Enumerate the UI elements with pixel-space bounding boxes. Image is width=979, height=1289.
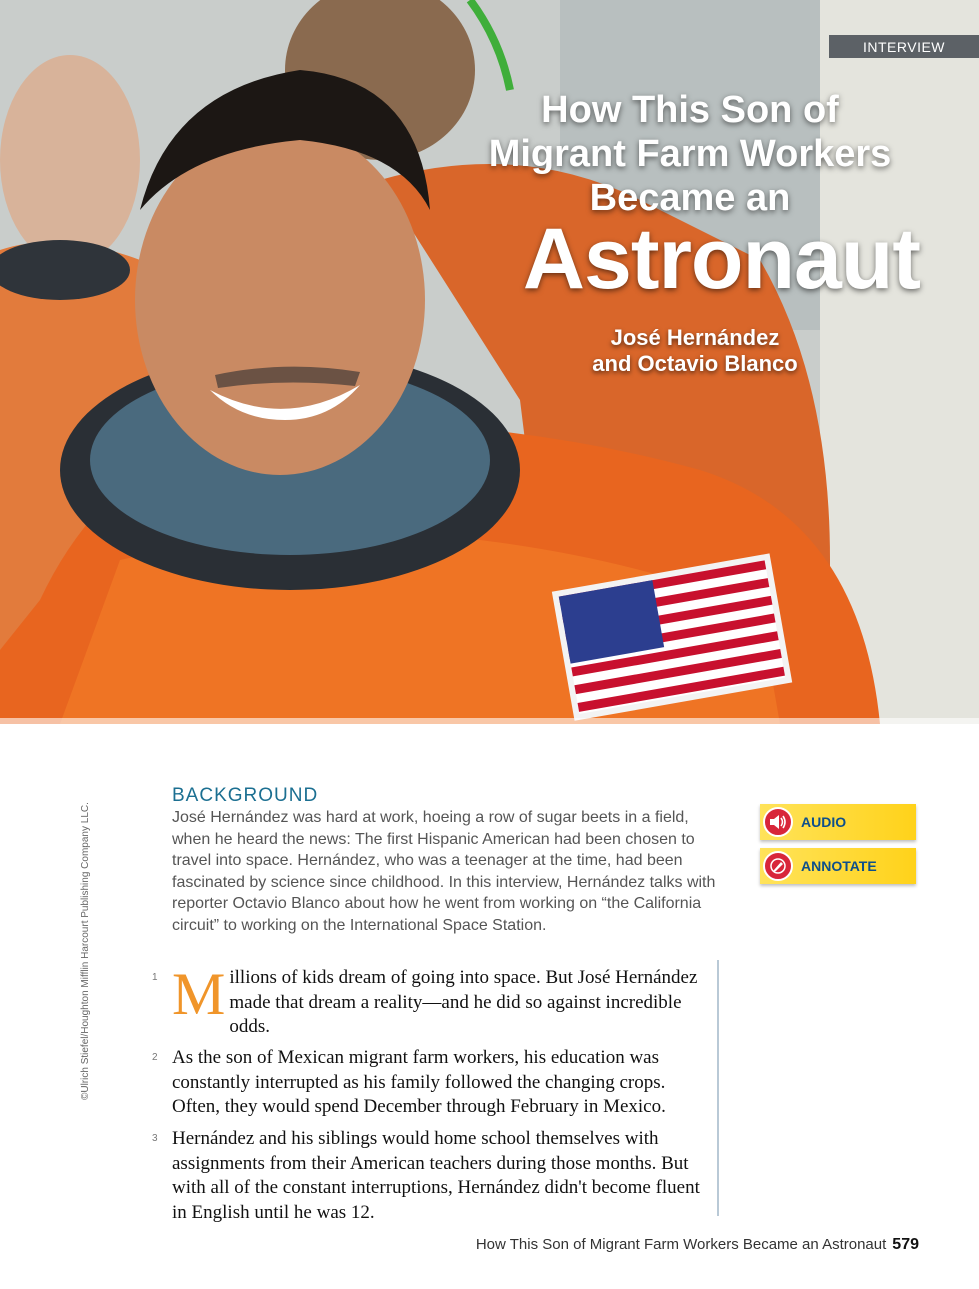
paragraph-2: As the son of Mexican migrant farm workers, his education was constantly interrupted as his family followed the changing crops. Often, they would spend December through February in Mexico. — [172, 1047, 666, 1117]
paragraph-3: Hernández and his siblings would home school themselves with assignments from their American teachers during those months. But with all of the constant interruptions, Hernández didn't become fluent in English until he was 12. — [172, 1128, 700, 1223]
annotate-label: ANNOTATE — [801, 858, 877, 874]
audio-label: AUDIO — [801, 814, 847, 830]
title-line-1: How This Son of — [541, 89, 839, 131]
pencil-icon — [763, 851, 793, 881]
annotate-button[interactable] — [760, 848, 916, 884]
footer-title: How This Son of Migrant Farm Workers Became an Astronaut — [475, 1236, 887, 1253]
background-text: José Hernández was hard at work, hoeing a row of sugar beets in a field, when he heard the news: The first Hispanic American had been chosen to travel into space. Hernández, who was a teenager at the time, had been fascinated by science since childhood. In this interview, Hernández talks with reporter Octavio Blanco about how he went from working on “the California circuit” to working on the International Space Station. — [172, 809, 716, 934]
paragraph-1 — [172, 961, 702, 1040]
column-divider — [717, 960, 719, 1216]
page-number: 579 — [892, 1236, 919, 1253]
paragraph-number: 2 — [152, 1052, 158, 1063]
paragraph-text: illions of kids dream of going into space. But José Hernández made that dream a reality—and he did so against incredible odds. — [229, 967, 698, 1037]
paragraph-number: 3 — [152, 1133, 158, 1144]
copyright-notice: ©Ulrich Stiefel/Houghton Mifflin Harcourt Publishing Company LLC. — [80, 802, 91, 1100]
background-heading: BACKGROUND — [172, 785, 319, 806]
paragraph-number: 1 — [152, 972, 158, 983]
author-byline — [560, 325, 830, 377]
title-line-2: Migrant Farm Workers — [488, 133, 892, 175]
speaker-icon — [763, 807, 793, 837]
drop-cap: M — [172, 961, 226, 1027]
title-main-word: Astronaut — [522, 211, 920, 307]
author-line-1: José Hernández — [610, 325, 780, 350]
audio-button[interactable] — [760, 804, 916, 840]
article-title — [450, 88, 930, 307]
title-line-3: Became an — [589, 177, 791, 219]
page-footer — [476, 1236, 919, 1254]
section-tag: INTERVIEW — [829, 35, 979, 58]
author-line-2: and Octavio Blanco — [592, 351, 798, 376]
